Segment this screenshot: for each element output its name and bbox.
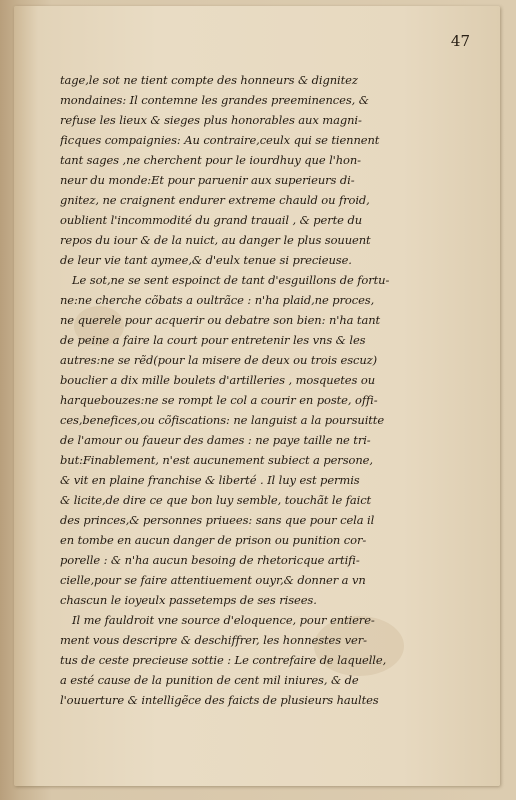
text-line: porelle : & n'ha aucun besoing de rhetoricque artifi- <box>60 553 360 567</box>
text-line: & vit en plaine franchise & liberté . Il luy est permis <box>60 473 360 487</box>
text-line: en tombe en aucun danger de prison ou punition cor- <box>60 533 367 547</box>
text-line: cielle,pour se faire attentiuement ouyr,& donner a vn <box>60 573 366 587</box>
text-line: oublient l'incommodité du grand trauail , & perte du <box>60 213 363 227</box>
text-line: neur du monde:Et pour paruenir aux superieurs di- <box>60 173 355 187</box>
page-text <box>60 70 480 710</box>
text-line: gnitez, ne craignent endurer extreme chauld ou froid, <box>60 193 370 207</box>
text-line: l'ouuerture & intelligẽce des faicts de plusieurs haultes <box>60 693 379 707</box>
book-page <box>14 6 500 786</box>
text-line: ces,benefices,ou cõfiscations: ne languist a la poursuitte <box>60 413 385 427</box>
text-line: ficques compaignies: Au contraire,ceulx qui se tiennent <box>60 133 380 147</box>
text-line: ne:ne cherche cõbats a oultrãce : n'ha plaid,ne proces, <box>60 293 375 307</box>
text-line: but:Finablement, n'est aucunement subiect a persone, <box>60 453 373 467</box>
text-line: ne querele pour acquerir ou debatre son bien: n'ha tant <box>60 313 381 327</box>
text-line: harquebouzes:ne se rompt le col a courir en poste, offi- <box>60 393 378 407</box>
text-line: Il me fauldroit vne source d'eloquence, pour entiere- <box>72 613 375 627</box>
text-line: a esté cause de la punition de cent mil iniures, & de <box>60 673 359 687</box>
text-line: ment vous descripre & deschiffrer, les honnestes ver- <box>60 633 367 647</box>
text-line: autres:ne se rẽd(pour la misere de deux ou trois escuz) <box>60 353 378 367</box>
text-line: des princes,& personnes priuees: sans que pour cela il <box>60 513 375 527</box>
text-line: de l'amour ou faueur des dames : ne paye taille ne tri- <box>60 433 371 447</box>
text-line: & licite,de dire ce que bon luy semble, touchãt le faict <box>60 493 372 507</box>
text-line: repos du iour & de la nuict, au danger le plus souuent <box>60 233 371 247</box>
text-line: Le sot,ne se sent espoinct de tant d'esguillons de fortu- <box>72 273 390 287</box>
text-line: tant sages ,ne cherchent pour le iourdhuy que l'hon- <box>60 153 361 167</box>
text-line: tus de ceste precieuse sottie : Le contrefaire de laquelle, <box>60 653 387 667</box>
text-line: tage,le sot ne tient compte des honneurs & dignitez <box>60 73 358 87</box>
text-line: bouclier a dix mille boulets d'artilleries , mosquetes ou <box>60 373 375 387</box>
text-line: refuse les lieux & sieges plus honorables aux magni- <box>60 113 362 127</box>
text-line: de leur vie tant aymee,& d'eulx tenue si precieuse. <box>60 253 352 267</box>
page-number: 47 <box>450 32 470 50</box>
text-line: de peine a faire la court pour entretenir les vns & les <box>60 333 366 347</box>
text-line: chascun le ioyeulx passetemps de ses risees. <box>60 593 317 607</box>
text-line: mondaines: Il contemne les grandes preeminences, & <box>60 93 369 107</box>
